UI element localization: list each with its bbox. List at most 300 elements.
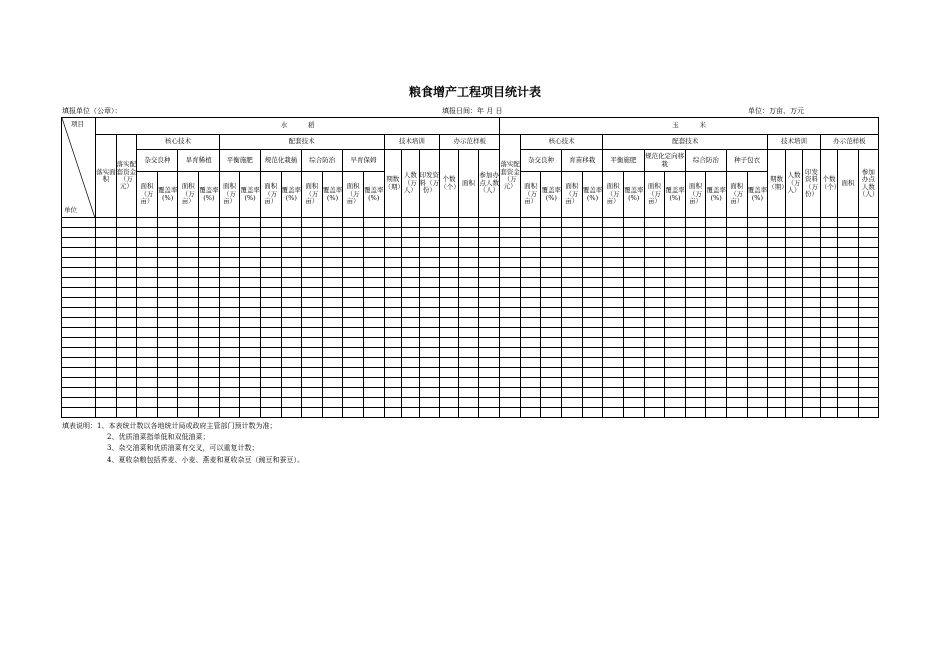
table-cell[interactable] xyxy=(260,338,281,348)
table-cell[interactable] xyxy=(768,348,786,358)
table-cell[interactable] xyxy=(665,318,686,328)
table-cell[interactable] xyxy=(384,348,402,358)
table-cell[interactable] xyxy=(384,248,402,258)
table-cell[interactable] xyxy=(747,258,768,268)
table-cell[interactable] xyxy=(440,388,459,398)
table-cell[interactable] xyxy=(479,348,500,358)
table-cell[interactable] xyxy=(858,398,878,408)
table-cell[interactable] xyxy=(562,238,583,248)
table-cell[interactable] xyxy=(520,318,541,328)
table-cell[interactable] xyxy=(96,348,117,358)
table-cell[interactable] xyxy=(281,298,302,308)
table-cell[interactable] xyxy=(419,278,440,288)
table-cell[interactable] xyxy=(343,228,364,238)
table-cell[interactable] xyxy=(96,258,117,268)
table-cell[interactable] xyxy=(199,408,220,418)
table-cell[interactable] xyxy=(458,278,479,288)
table-cell[interactable] xyxy=(322,348,343,358)
table-cell[interactable] xyxy=(363,278,384,288)
table-cell[interactable] xyxy=(785,408,803,418)
table-cell[interactable] xyxy=(562,298,583,308)
table-cell[interactable] xyxy=(858,218,878,228)
table-cell[interactable] xyxy=(116,308,137,318)
table-cell[interactable] xyxy=(440,338,459,348)
table-cell[interactable] xyxy=(820,298,838,308)
table-cell[interactable] xyxy=(219,358,240,368)
table-cell[interactable] xyxy=(803,318,821,328)
table-cell[interactable] xyxy=(157,278,178,288)
table-cell[interactable] xyxy=(623,318,644,328)
table-cell[interactable] xyxy=(96,338,117,348)
table-cell[interactable] xyxy=(479,288,500,298)
table-cell[interactable] xyxy=(384,378,402,388)
table-cell[interactable] xyxy=(838,238,859,248)
table-cell[interactable] xyxy=(199,318,220,328)
table-cell[interactable] xyxy=(838,258,859,268)
table-cell[interactable] xyxy=(726,268,747,278)
table-cell[interactable] xyxy=(384,338,402,348)
table-cell[interactable] xyxy=(820,378,838,388)
table-cell[interactable] xyxy=(260,308,281,318)
table-cell[interactable] xyxy=(603,278,624,288)
table-cell[interactable] xyxy=(479,368,500,378)
table-cell[interactable] xyxy=(768,358,786,368)
table-cell[interactable] xyxy=(402,388,420,398)
table-cell[interactable] xyxy=(419,398,440,408)
table-cell[interactable] xyxy=(281,388,302,398)
table-cell[interactable] xyxy=(820,358,838,368)
table-cell[interactable] xyxy=(178,298,199,308)
table-cell[interactable] xyxy=(62,338,96,348)
table-cell[interactable] xyxy=(302,338,323,348)
table-cell[interactable] xyxy=(820,258,838,268)
table-cell[interactable] xyxy=(685,358,706,368)
table-cell[interactable] xyxy=(685,218,706,228)
table-cell[interactable] xyxy=(62,248,96,258)
table-cell[interactable] xyxy=(562,358,583,368)
table-cell[interactable] xyxy=(62,308,96,318)
table-cell[interactable] xyxy=(440,218,459,228)
table-cell[interactable] xyxy=(858,258,878,268)
table-cell[interactable] xyxy=(747,358,768,368)
table-cell[interactable] xyxy=(62,268,96,278)
table-cell[interactable] xyxy=(302,388,323,398)
table-cell[interactable] xyxy=(623,268,644,278)
table-cell[interactable] xyxy=(520,328,541,338)
table-cell[interactable] xyxy=(858,338,878,348)
table-cell[interactable] xyxy=(623,308,644,318)
table-cell[interactable] xyxy=(240,228,261,238)
table-cell[interactable] xyxy=(116,228,137,238)
table-cell[interactable] xyxy=(520,278,541,288)
table-cell[interactable] xyxy=(500,398,521,408)
table-cell[interactable] xyxy=(706,298,727,308)
table-cell[interactable] xyxy=(96,238,117,248)
table-cell[interactable] xyxy=(500,388,521,398)
table-cell[interactable] xyxy=(458,218,479,228)
table-cell[interactable] xyxy=(685,308,706,318)
table-cell[interactable] xyxy=(603,358,624,368)
table-cell[interactable] xyxy=(260,408,281,418)
table-cell[interactable] xyxy=(240,368,261,378)
table-cell[interactable] xyxy=(603,268,624,278)
table-cell[interactable] xyxy=(685,368,706,378)
table-cell[interactable] xyxy=(157,288,178,298)
table-cell[interactable] xyxy=(623,408,644,418)
table-cell[interactable] xyxy=(419,298,440,308)
table-cell[interactable] xyxy=(838,278,859,288)
table-cell[interactable] xyxy=(419,228,440,238)
table-cell[interactable] xyxy=(178,288,199,298)
table-cell[interactable] xyxy=(96,408,117,418)
table-cell[interactable] xyxy=(458,408,479,418)
table-cell[interactable] xyxy=(96,278,117,288)
table-cell[interactable] xyxy=(178,328,199,338)
table-cell[interactable] xyxy=(116,358,137,368)
table-cell[interactable] xyxy=(199,338,220,348)
table-cell[interactable] xyxy=(96,328,117,338)
table-cell[interactable] xyxy=(768,238,786,248)
table-cell[interactable] xyxy=(541,358,562,368)
table-cell[interactable] xyxy=(665,218,686,228)
table-cell[interactable] xyxy=(281,238,302,248)
table-cell[interactable] xyxy=(858,348,878,358)
table-cell[interactable] xyxy=(419,218,440,228)
table-cell[interactable] xyxy=(157,328,178,338)
table-cell[interactable] xyxy=(240,308,261,318)
table-cell[interactable] xyxy=(803,278,821,288)
table-cell[interactable] xyxy=(137,268,158,278)
table-cell[interactable] xyxy=(820,388,838,398)
table-cell[interactable] xyxy=(302,328,323,338)
table-cell[interactable] xyxy=(402,288,420,298)
table-cell[interactable] xyxy=(440,368,459,378)
table-cell[interactable] xyxy=(838,268,859,278)
table-cell[interactable] xyxy=(219,318,240,328)
table-cell[interactable] xyxy=(343,218,364,228)
table-cell[interactable] xyxy=(260,288,281,298)
table-cell[interactable] xyxy=(520,368,541,378)
table-cell[interactable] xyxy=(419,288,440,298)
table-cell[interactable] xyxy=(603,398,624,408)
table-cell[interactable] xyxy=(137,298,158,308)
table-cell[interactable] xyxy=(343,388,364,398)
table-cell[interactable] xyxy=(137,388,158,398)
table-cell[interactable] xyxy=(803,398,821,408)
table-cell[interactable] xyxy=(62,368,96,378)
table-cell[interactable] xyxy=(820,318,838,328)
table-cell[interactable] xyxy=(458,298,479,308)
table-cell[interactable] xyxy=(219,278,240,288)
table-cell[interactable] xyxy=(219,228,240,238)
table-cell[interactable] xyxy=(157,298,178,308)
table-cell[interactable] xyxy=(343,258,364,268)
table-cell[interactable] xyxy=(343,288,364,298)
table-cell[interactable] xyxy=(219,368,240,378)
table-cell[interactable] xyxy=(644,338,665,348)
table-cell[interactable] xyxy=(582,248,603,258)
table-cell[interactable] xyxy=(281,218,302,228)
table-cell[interactable] xyxy=(137,258,158,268)
table-cell[interactable] xyxy=(747,328,768,338)
table-cell[interactable] xyxy=(858,378,878,388)
table-cell[interactable] xyxy=(402,348,420,358)
table-cell[interactable] xyxy=(137,288,158,298)
table-cell[interactable] xyxy=(644,398,665,408)
table-cell[interactable] xyxy=(363,298,384,308)
table-cell[interactable] xyxy=(199,228,220,238)
table-cell[interactable] xyxy=(520,358,541,368)
table-cell[interactable] xyxy=(440,288,459,298)
table-cell[interactable] xyxy=(726,388,747,398)
table-cell[interactable] xyxy=(706,268,727,278)
table-cell[interactable] xyxy=(260,278,281,288)
table-cell[interactable] xyxy=(281,408,302,418)
table-cell[interactable] xyxy=(384,298,402,308)
table-cell[interactable] xyxy=(603,288,624,298)
table-cell[interactable] xyxy=(137,328,158,338)
table-cell[interactable] xyxy=(520,268,541,278)
table-cell[interactable] xyxy=(402,408,420,418)
table-cell[interactable] xyxy=(747,388,768,398)
table-cell[interactable] xyxy=(582,278,603,288)
table-cell[interactable] xyxy=(500,368,521,378)
table-cell[interactable] xyxy=(116,388,137,398)
table-cell[interactable] xyxy=(582,238,603,248)
table-cell[interactable] xyxy=(582,308,603,318)
table-cell[interactable] xyxy=(541,408,562,418)
table-cell[interactable] xyxy=(747,348,768,358)
table-cell[interactable] xyxy=(500,378,521,388)
table-cell[interactable] xyxy=(520,228,541,238)
table-cell[interactable] xyxy=(116,248,137,258)
table-cell[interactable] xyxy=(665,298,686,308)
table-cell[interactable] xyxy=(541,268,562,278)
table-cell[interactable] xyxy=(726,288,747,298)
table-cell[interactable] xyxy=(803,248,821,258)
table-cell[interactable] xyxy=(500,288,521,298)
table-cell[interactable] xyxy=(384,258,402,268)
table-cell[interactable] xyxy=(479,388,500,398)
table-cell[interactable] xyxy=(458,288,479,298)
table-cell[interactable] xyxy=(726,338,747,348)
table-cell[interactable] xyxy=(803,338,821,348)
table-cell[interactable] xyxy=(62,328,96,338)
table-cell[interactable] xyxy=(562,328,583,338)
table-cell[interactable] xyxy=(402,268,420,278)
table-cell[interactable] xyxy=(116,368,137,378)
table-cell[interactable] xyxy=(838,348,859,358)
table-cell[interactable] xyxy=(178,268,199,278)
table-cell[interactable] xyxy=(240,358,261,368)
table-cell[interactable] xyxy=(582,378,603,388)
table-cell[interactable] xyxy=(747,218,768,228)
table-cell[interactable] xyxy=(96,368,117,378)
table-cell[interactable] xyxy=(768,368,786,378)
table-cell[interactable] xyxy=(302,258,323,268)
table-cell[interactable] xyxy=(582,408,603,418)
table-cell[interactable] xyxy=(302,408,323,418)
table-cell[interactable] xyxy=(199,268,220,278)
table-cell[interactable] xyxy=(219,218,240,228)
table-cell[interactable] xyxy=(582,358,603,368)
table-cell[interactable] xyxy=(322,368,343,378)
table-cell[interactable] xyxy=(623,238,644,248)
table-cell[interactable] xyxy=(219,388,240,398)
table-cell[interactable] xyxy=(500,238,521,248)
table-cell[interactable] xyxy=(582,268,603,278)
table-cell[interactable] xyxy=(440,318,459,328)
table-cell[interactable] xyxy=(838,218,859,228)
table-cell[interactable] xyxy=(785,308,803,318)
table-cell[interactable] xyxy=(157,308,178,318)
table-cell[interactable] xyxy=(458,248,479,258)
table-cell[interactable] xyxy=(178,218,199,228)
table-cell[interactable] xyxy=(582,328,603,338)
table-cell[interactable] xyxy=(116,408,137,418)
table-cell[interactable] xyxy=(803,238,821,248)
table-cell[interactable] xyxy=(302,358,323,368)
table-cell[interactable] xyxy=(343,298,364,308)
table-cell[interactable] xyxy=(858,408,878,418)
table-cell[interactable] xyxy=(116,288,137,298)
table-cell[interactable] xyxy=(603,348,624,358)
table-cell[interactable] xyxy=(157,238,178,248)
table-cell[interactable] xyxy=(500,218,521,228)
table-cell[interactable] xyxy=(685,248,706,258)
table-cell[interactable] xyxy=(726,318,747,328)
table-cell[interactable] xyxy=(838,318,859,328)
table-cell[interactable] xyxy=(96,318,117,328)
table-cell[interactable] xyxy=(199,288,220,298)
table-cell[interactable] xyxy=(116,238,137,248)
table-cell[interactable] xyxy=(322,258,343,268)
table-cell[interactable] xyxy=(726,348,747,358)
table-cell[interactable] xyxy=(178,258,199,268)
table-cell[interactable] xyxy=(838,388,859,398)
table-cell[interactable] xyxy=(137,218,158,228)
table-cell[interactable] xyxy=(623,258,644,268)
table-cell[interactable] xyxy=(582,258,603,268)
table-cell[interactable] xyxy=(541,318,562,328)
table-cell[interactable] xyxy=(343,318,364,328)
table-cell[interactable] xyxy=(240,278,261,288)
table-cell[interactable] xyxy=(644,278,665,288)
table-cell[interactable] xyxy=(199,298,220,308)
table-cell[interactable] xyxy=(419,318,440,328)
table-cell[interactable] xyxy=(768,308,786,318)
table-cell[interactable] xyxy=(260,378,281,388)
table-cell[interactable] xyxy=(644,268,665,278)
table-cell[interactable] xyxy=(520,388,541,398)
table-cell[interactable] xyxy=(562,248,583,258)
table-cell[interactable] xyxy=(363,328,384,338)
table-cell[interactable] xyxy=(199,378,220,388)
table-cell[interactable] xyxy=(582,338,603,348)
table-cell[interactable] xyxy=(644,298,665,308)
table-cell[interactable] xyxy=(62,258,96,268)
table-cell[interactable] xyxy=(322,238,343,248)
table-cell[interactable] xyxy=(62,218,96,228)
table-cell[interactable] xyxy=(500,408,521,418)
table-cell[interactable] xyxy=(838,378,859,388)
table-cell[interactable] xyxy=(322,318,343,328)
table-cell[interactable] xyxy=(665,278,686,288)
table-cell[interactable] xyxy=(706,238,727,248)
table-cell[interactable] xyxy=(240,238,261,248)
table-cell[interactable] xyxy=(726,408,747,418)
table-cell[interactable] xyxy=(281,358,302,368)
table-cell[interactable] xyxy=(116,338,137,348)
table-cell[interactable] xyxy=(419,358,440,368)
table-cell[interactable] xyxy=(623,338,644,348)
table-cell[interactable] xyxy=(803,308,821,318)
table-cell[interactable] xyxy=(116,398,137,408)
table-cell[interactable] xyxy=(858,298,878,308)
table-cell[interactable] xyxy=(116,298,137,308)
table-cell[interactable] xyxy=(458,318,479,328)
table-cell[interactable] xyxy=(419,388,440,398)
table-cell[interactable] xyxy=(500,338,521,348)
table-cell[interactable] xyxy=(363,378,384,388)
table-cell[interactable] xyxy=(384,288,402,298)
table-cell[interactable] xyxy=(541,338,562,348)
table-cell[interactable] xyxy=(199,248,220,258)
table-cell[interactable] xyxy=(281,368,302,378)
table-cell[interactable] xyxy=(726,368,747,378)
table-cell[interactable] xyxy=(199,328,220,338)
table-cell[interactable] xyxy=(116,268,137,278)
table-cell[interactable] xyxy=(402,328,420,338)
table-cell[interactable] xyxy=(384,278,402,288)
table-cell[interactable] xyxy=(178,408,199,418)
table-cell[interactable] xyxy=(343,238,364,248)
table-cell[interactable] xyxy=(541,238,562,248)
table-cell[interactable] xyxy=(137,228,158,238)
table-cell[interactable] xyxy=(644,218,665,228)
table-cell[interactable] xyxy=(96,358,117,368)
table-cell[interactable] xyxy=(803,358,821,368)
table-cell[interactable] xyxy=(178,248,199,258)
table-cell[interactable] xyxy=(302,348,323,358)
table-cell[interactable] xyxy=(562,288,583,298)
table-cell[interactable] xyxy=(768,248,786,258)
table-cell[interactable] xyxy=(384,228,402,238)
table-cell[interactable] xyxy=(603,318,624,328)
table-cell[interactable] xyxy=(820,248,838,258)
table-cell[interactable] xyxy=(520,288,541,298)
table-cell[interactable] xyxy=(785,228,803,238)
table-cell[interactable] xyxy=(137,318,158,328)
table-cell[interactable] xyxy=(685,288,706,298)
table-cell[interactable] xyxy=(62,388,96,398)
table-cell[interactable] xyxy=(582,348,603,358)
table-cell[interactable] xyxy=(726,248,747,258)
table-cell[interactable] xyxy=(500,348,521,358)
table-cell[interactable] xyxy=(402,228,420,238)
table-cell[interactable] xyxy=(768,258,786,268)
table-cell[interactable] xyxy=(402,318,420,328)
table-cell[interactable] xyxy=(281,288,302,298)
table-cell[interactable] xyxy=(363,268,384,278)
table-cell[interactable] xyxy=(747,298,768,308)
table-cell[interactable] xyxy=(96,288,117,298)
table-cell[interactable] xyxy=(458,238,479,248)
table-cell[interactable] xyxy=(644,318,665,328)
table-cell[interactable] xyxy=(623,368,644,378)
table-cell[interactable] xyxy=(281,328,302,338)
table-cell[interactable] xyxy=(419,328,440,338)
